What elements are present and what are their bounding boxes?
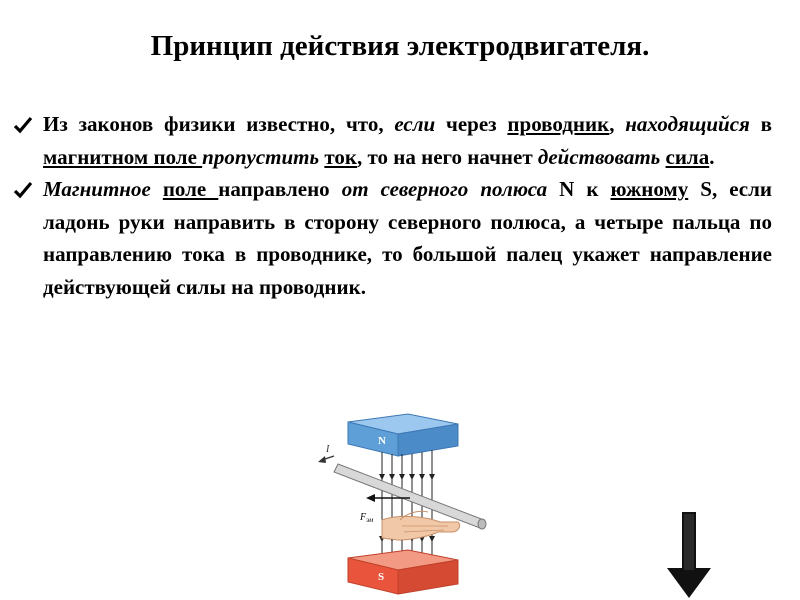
bullet-list bbox=[10, 108, 772, 303]
text-span: через bbox=[435, 112, 508, 136]
term-force: сила bbox=[665, 144, 710, 169]
current-arrow bbox=[318, 444, 334, 463]
checkmark-icon bbox=[13, 181, 33, 199]
text-span: если bbox=[394, 112, 436, 136]
bullet-item-1 bbox=[10, 108, 772, 173]
page-title: Принцип действия электродвигателя. bbox=[150, 30, 650, 62]
bullet-text-1 bbox=[43, 108, 772, 173]
text-span: находящийся bbox=[625, 112, 750, 136]
text-span: пропустить bbox=[202, 144, 320, 169]
current-label: I bbox=[326, 444, 330, 455]
checkmark-icon bbox=[13, 116, 33, 134]
text-span: , bbox=[609, 112, 626, 136]
text-span: N к bbox=[547, 177, 611, 201]
force-symbol: F bbox=[360, 512, 367, 523]
south-pole-label: S bbox=[378, 571, 385, 583]
term-field: поле bbox=[162, 177, 219, 201]
text-span: действовать bbox=[537, 144, 661, 169]
text-span: от северного полюса bbox=[341, 177, 548, 201]
term-south: южному bbox=[610, 177, 689, 201]
text-span bbox=[151, 177, 163, 201]
north-magnet bbox=[348, 414, 458, 456]
term-current: ток bbox=[324, 144, 357, 169]
text-span: в bbox=[749, 112, 772, 136]
bullet-text-2 bbox=[43, 173, 772, 303]
down-arrow-icon bbox=[664, 508, 714, 600]
south-magnet bbox=[348, 550, 458, 594]
text-span: направлено bbox=[218, 177, 342, 201]
text-span: Магнитное bbox=[43, 177, 151, 201]
motor-principle-illustration bbox=[312, 408, 492, 600]
text-span: . bbox=[709, 144, 715, 169]
text-span: , то на него начнет bbox=[356, 144, 538, 169]
force-subscript: эм bbox=[366, 516, 374, 524]
term-magnetic-field: магнитном поле bbox=[43, 144, 203, 169]
text-span: S, если ладонь руки направить в сторону северного полюса, а четыре пальца по направлению тока в проводнике, то большой палец укажет направление действующей силы на проводник. bbox=[43, 177, 773, 299]
text-span: Из законов физики известно, что, bbox=[43, 112, 395, 136]
term-conductor: проводник bbox=[507, 112, 610, 136]
bullet-item-2 bbox=[10, 173, 772, 303]
north-pole-label: N bbox=[378, 435, 386, 447]
force-label bbox=[359, 512, 374, 524]
